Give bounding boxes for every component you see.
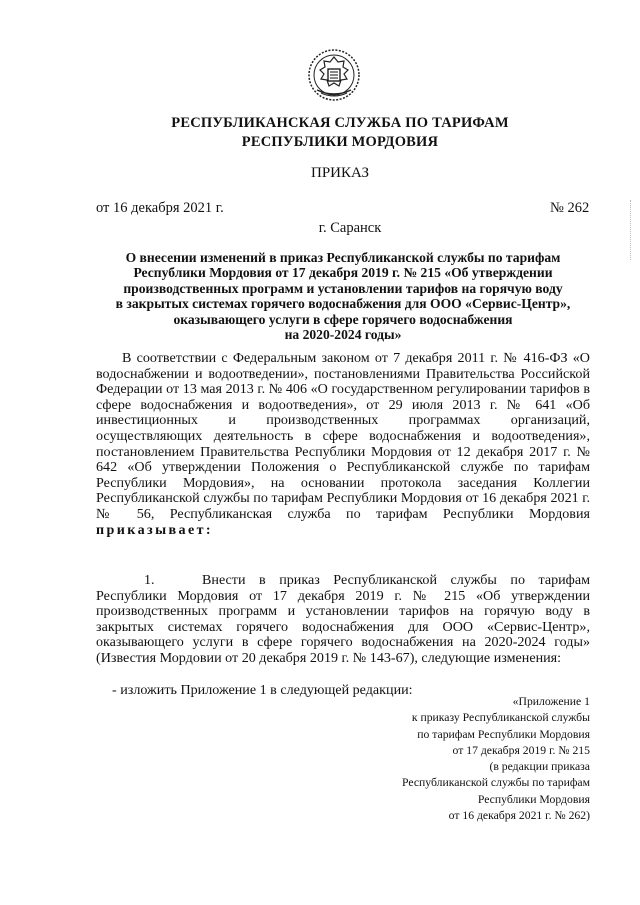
title-line: оказывающего услуги в сфере горячего водоснабжения <box>173 311 513 327</box>
appendix-line: к приказу Республиканской службы <box>411 711 590 725</box>
preamble-text: В соответствии с Федеральным законом от 7 декабря 2011 г. № 416-ФЗ «О водоснабжении и водоотведении», постановлениями Правительства Российской Федерации от 13 мая 2013 г. № 406 «О государственном регулировании тарифов в сфере водоснабжения и водоотведения», от 29 июля 2013 г. № 641 «Об инвестиционных и производственных программах организаций, осуществляющих деятельность в сфере водоснабжения и водоотведения», постановлением Правительства Республики Мордовия от 12 декабря 2017 г. № 642 «Об утверждении Положения о Республиканской службе по тарифам Республики Мордовия», на основании протокола заседания Коллегии Республиканской службы по тарифам Республики Мордовия от 16 декабря 2021 г. № 56, Республиканская служба по тарифам Республики Мордовия <box>96 350 590 522</box>
appendix-reference <box>402 694 590 824</box>
item-1-text: Внести в приказ Республиканской службы по тарифам Республики Мордовия от 17 декабря 2019 г. № 215 «Об утверждении производственных программ и установлении тарифов на горячую воду в закрытых системах горячего водоснабжения для ООО «Сервис-Центр», оказывающего услуги в сфере горячего водоснабжения на 2020-2024 годы» (Известия Мордовии от 20 декабря 2019 г. № 143-67), следующие изменения: <box>96 572 590 666</box>
preamble-paragraph <box>96 351 590 538</box>
appendix-line: Республики Мордовия <box>477 792 590 806</box>
document-type: ПРИКАЗ <box>311 165 369 181</box>
appendix-line: «Приложение 1 <box>512 695 590 708</box>
appendix-line: (в редакции приказа <box>489 760 590 774</box>
item-1-number: 1. <box>144 572 155 588</box>
title-line: Республики Мордовия от 17 декабря 2019 г. № 215 «Об утверждении <box>133 265 553 281</box>
title-line: на 2020-2024 годы» <box>284 327 402 343</box>
organization-name-line2: РЕСПУБЛИКИ МОРДОВИЯ <box>241 134 439 150</box>
margin-mark <box>630 200 633 260</box>
document-number: № 262 <box>550 200 590 216</box>
order-keyword: приказывает: <box>96 521 214 538</box>
title-line: производственных программ и установлении тарифов на горячую воду <box>123 280 563 296</box>
organization-name-line1: РЕСПУБЛИКАНСКАЯ СЛУЖБА ПО ТАРИФАМ <box>171 115 509 131</box>
appendix-line: от 17 декабря 2019 г. № 215 <box>452 743 590 757</box>
title-line: в закрытых системах горячего водоснабжения для ООО «Сервис-Центр», <box>115 296 571 312</box>
item-1-sub-paragraph: - изложить Приложение 1 в следующей редакции: <box>112 682 413 698</box>
document-city: г. Саранск <box>318 220 382 236</box>
document-date: от 16 декабря 2021 г. <box>96 200 224 216</box>
appendix-line: от 16 декабря 2021 г. № 262) <box>448 809 590 823</box>
title-line: О внесении изменений в приказ Республиканской службы по тарифам <box>125 250 561 265</box>
appendix-line: Республиканской службы по тарифам <box>402 776 590 790</box>
coat-of-arms-icon <box>307 48 361 102</box>
item-1-paragraph <box>96 573 590 667</box>
document-title <box>96 250 590 342</box>
appendix-line: по тарифам Республики Мордовия <box>417 727 590 741</box>
